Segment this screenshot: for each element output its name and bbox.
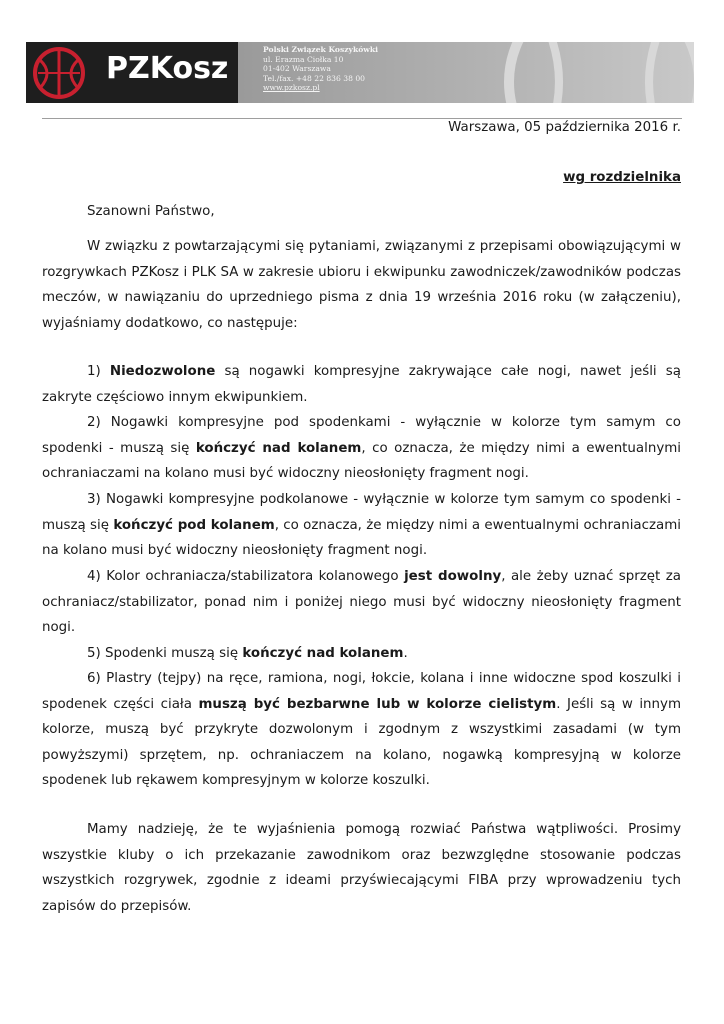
pzkosz-logo: [26, 42, 238, 103]
greeting: Szanowni Państwo,: [87, 204, 215, 219]
letterhead: [26, 42, 694, 103]
item-text: . Jeśli są w innym kolorze, muszą być przykryte dozwolonym i zgodnym z wszystkimi zasadami (w tym powyższymi) sprzętem, np. ochraniaczem na kolano, nogawką kompresyjną w kolorze spodenek lub rękawem kompresyjnym w kolorze koszulki.: [42, 696, 681, 788]
org-name: Polski Związek Koszykówki: [263, 45, 378, 54]
basketball-watermark-icon: [434, 42, 694, 103]
address-street: ul. Erazma Ciołka 10: [263, 54, 344, 64]
item-emphasis: Niedozwolone: [109, 364, 216, 379]
item-text: , co oznacza, że między nimi a ewentualnymi ochraniaczami na kolano musi być widoczny nieosłonięty fragment nogi.: [42, 517, 681, 558]
item-emphasis: kończyć nad kolanem: [242, 646, 404, 661]
contact-info: [263, 45, 378, 93]
list-item: [42, 641, 681, 667]
item-text: 3) Nogawki kompresyjne podkolanowe - wyłącznie w kolorze tym samym co spodenki - muszą się: [42, 492, 681, 533]
item-emphasis: kończyć pod kolanem: [113, 517, 275, 533]
logo-text: PZKosz: [106, 51, 229, 86]
item-text: 1): [87, 364, 110, 379]
address-city: 01-402 Warszawa: [263, 64, 331, 74]
list-item: [42, 666, 681, 794]
header-band: [238, 42, 694, 103]
item-text: 4) Kolor ochraniacza/stabilizatora kolanowego: [87, 569, 405, 584]
item-emphasis: muszą być bezbarwne lub w kolorze cielistym: [198, 696, 557, 712]
item-emphasis: kończyć nad kolanem: [195, 440, 362, 456]
phone-fax: Tel./fax. +48 22 836 38 00: [263, 73, 365, 83]
item-text: , co oznacza, że między nimi a ewentualnymi ochraniaczami na kolano musi być widoczny nieosłonięty fragment nogi.: [42, 440, 682, 481]
closing-paragraph: Mamy nadzieję, że te wyjaśnienia pomogą rozwiać Państwa wątpliwości. Prosimy wszystkie kluby o ich przekazanie zawodnikom oraz bezwzględne stosowanie podczas wszystkich rozgrywek, zgodnie z ideami przyświecającymi FIBA przy wprowadzeniu tych zapisów do przepisów.: [42, 822, 681, 914]
recipient: wg rozdzielnika: [563, 170, 681, 185]
list-item: [42, 410, 681, 487]
list-item: [42, 487, 681, 564]
basketball-logo-icon: [32, 46, 86, 100]
item-text: , ale żeby uznać sprzęt za ochraniacz/stabilizator, ponad nim i poniżej niego musi być widoczny nieosłonięty fragment nogi.: [42, 569, 681, 635]
letter-date: Warszawa, 05 października 2016 r.: [448, 120, 681, 135]
item-text: 5) Spodenki muszą się: [87, 646, 243, 661]
list-item: [42, 359, 681, 410]
item-text: 6) Plastry (tejpy) na ręce, ramiona, nogi, łokcie, kolana i inne widoczne spod koszulki i spodenek części ciała: [42, 671, 681, 712]
item-text: 2) Nogawki kompresyjne pod spodenkami - wyłącznie w kolorze tym samym co spodenki - muszą się: [42, 415, 681, 456]
header-divider: [42, 118, 682, 119]
item-text: są nogawki kompresyjne zakrywające całe nogi, nawet jeśli są zakryte częściowo innym ekwipunkiem.: [42, 364, 681, 405]
website-link[interactable]: www.pzkosz.pl: [263, 83, 320, 93]
item-emphasis: jest dowolny: [404, 569, 502, 584]
item-text: .: [403, 646, 408, 661]
intro-paragraph: W związku z powtarzającymi się pytaniami, związanymi z przepisami obowiązującymi w rozgrywkach PZKosz i PLK SA w zakresie ubioru i ekwipunku zawodniczek/zawodników podczas meczów, w nawiązaniu do uprzedniego pisma z dnia 19 września 2016 roku (w załączeniu), wyjaśniamy dodatkowo, co następuje:: [42, 239, 681, 331]
list-item: [42, 564, 681, 641]
